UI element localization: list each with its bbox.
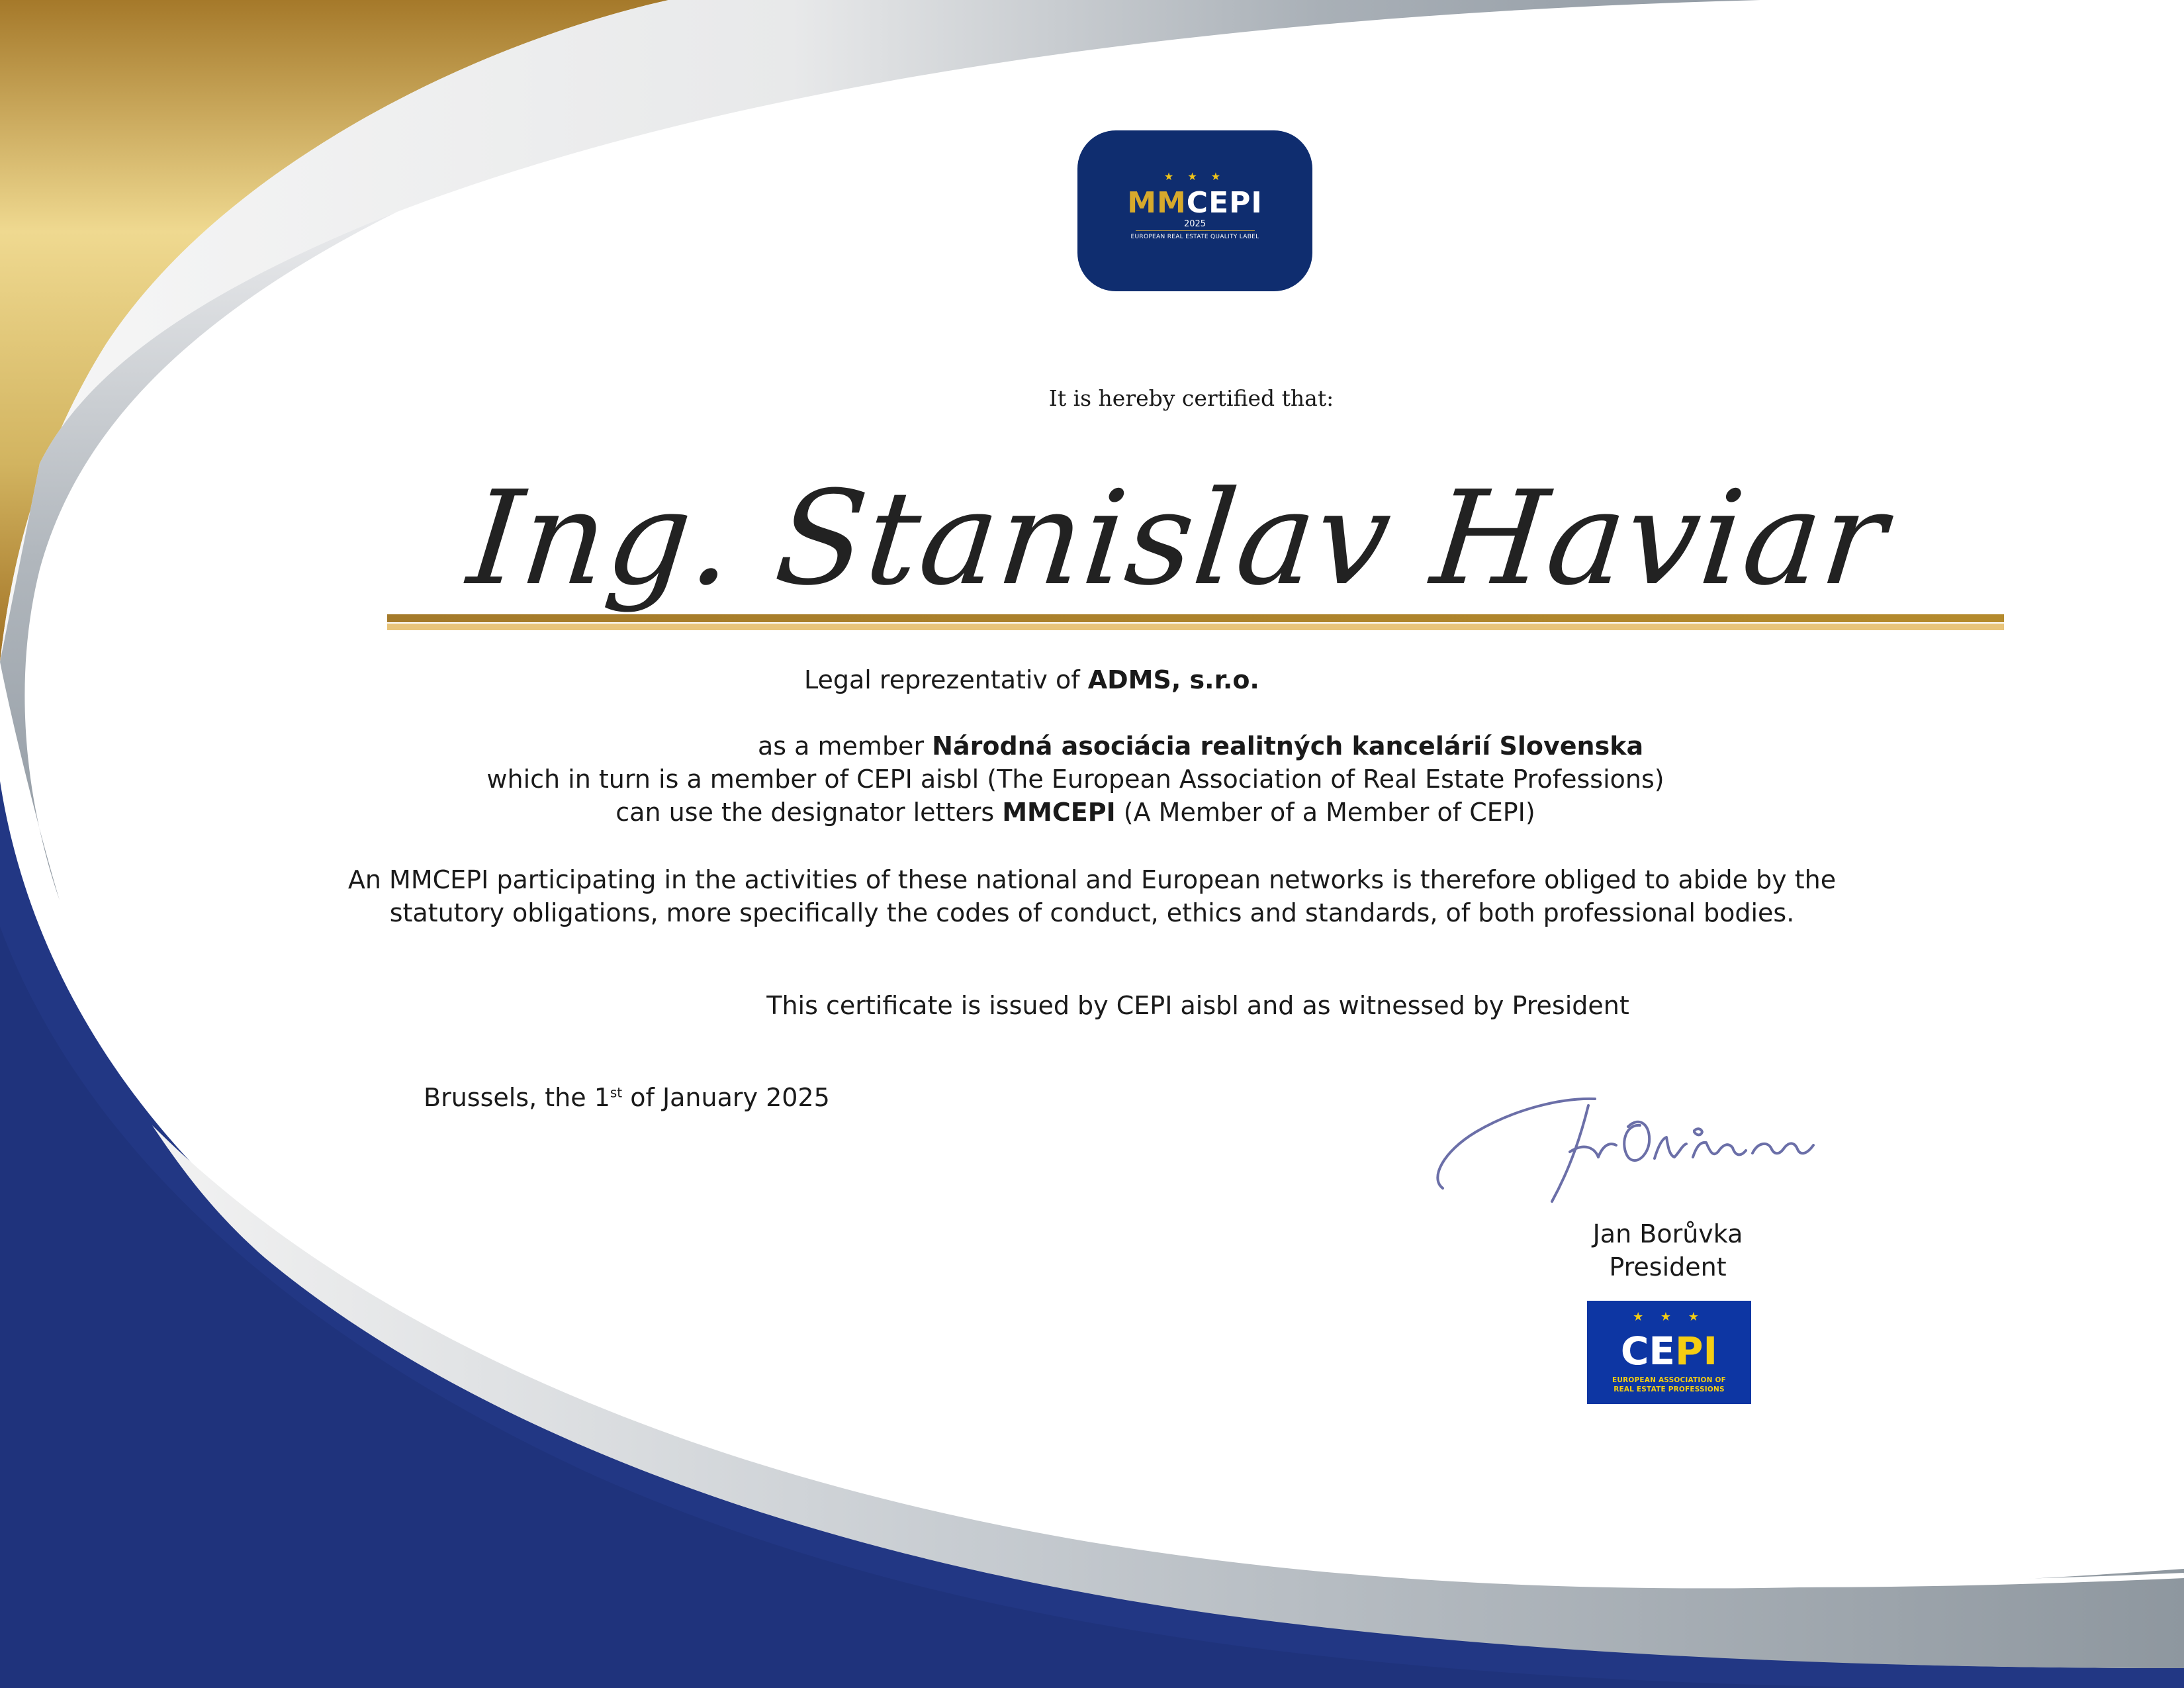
logo-year: 2025 [1183, 219, 1206, 229]
name-underline-light [387, 624, 2004, 630]
logo-wordmark [1077, 186, 1312, 220]
representative-prefix: Legal reprezentativ of [804, 665, 1088, 694]
obligation-paragraph-line1: An MMCEPI participating in the activities of these national and European networks is therefore obliged to abide by the [347, 865, 1837, 894]
obligation-paragraph-line2: statutory obligations, more specifically the codes of conduct, ethics and standards, of both professional bodies. [389, 898, 1795, 927]
president-signature [1430, 1079, 1840, 1218]
date-suffix: of January 2025 [622, 1083, 830, 1112]
logo-tagline: EUROPEAN REAL ESTATE QUALITY LABEL [1130, 234, 1259, 240]
membership-line [758, 731, 1643, 761]
signatory-name: Jan Borůvka [1592, 1219, 1743, 1248]
issued-statement: This certificate is issued by CEPI aisbl and as witnessed by President [766, 991, 1629, 1020]
membership-prefix: as a member [758, 731, 933, 761]
company-name: ADMS, s.r.o. [1087, 665, 1259, 694]
association-name: Národná asociácia realitných kancelárií Slovenska [932, 731, 1644, 761]
cepi-logo [1587, 1301, 1751, 1404]
logo-rule [1136, 230, 1255, 231]
date-prefix: Brussels, the 1 [424, 1083, 610, 1112]
cepi-wordmark-part1: CE [1620, 1329, 1676, 1374]
cepi-membership-line: which in turn is a member of CEPI aisbl (The European Association of Real Estate Professions) [486, 765, 1664, 794]
recipient-name: Ing. Stanislav Haviar [462, 463, 1894, 614]
cepi-tagline-line2: REAL ESTATE PROFESSIONS [1614, 1385, 1725, 1393]
logo-wordmark-part1: MM [1127, 186, 1187, 220]
designator-prefix: can use the designator letters [615, 798, 1003, 827]
designator-line [397, 798, 1754, 827]
designator-suffix: (A Member of a Member of CEPI) [1115, 798, 1535, 827]
designator-letters: MMCEPI [1002, 798, 1116, 827]
issue-date [424, 1083, 830, 1112]
name-underline-dark [387, 614, 2004, 622]
mmcepi-logo [1077, 130, 1312, 291]
intro-text: It is hereby certified that: [1048, 385, 1334, 411]
representative-line [804, 665, 1259, 694]
signatory-title: President [1609, 1252, 1727, 1282]
date-superscript: st [610, 1084, 623, 1101]
cepi-wordmark-part2: PI [1675, 1329, 1718, 1374]
logo-wordmark-part2: CEPI [1186, 186, 1263, 220]
cepi-tagline-line1: EUROPEAN ASSOCIATION OF [1612, 1376, 1726, 1384]
cepi-stars-icon: ★ ★ ★ [1633, 1310, 1706, 1324]
cepi-wordmark [1587, 1329, 1751, 1374]
logo-stars-icon: ★ ★ ★ [1163, 170, 1226, 183]
